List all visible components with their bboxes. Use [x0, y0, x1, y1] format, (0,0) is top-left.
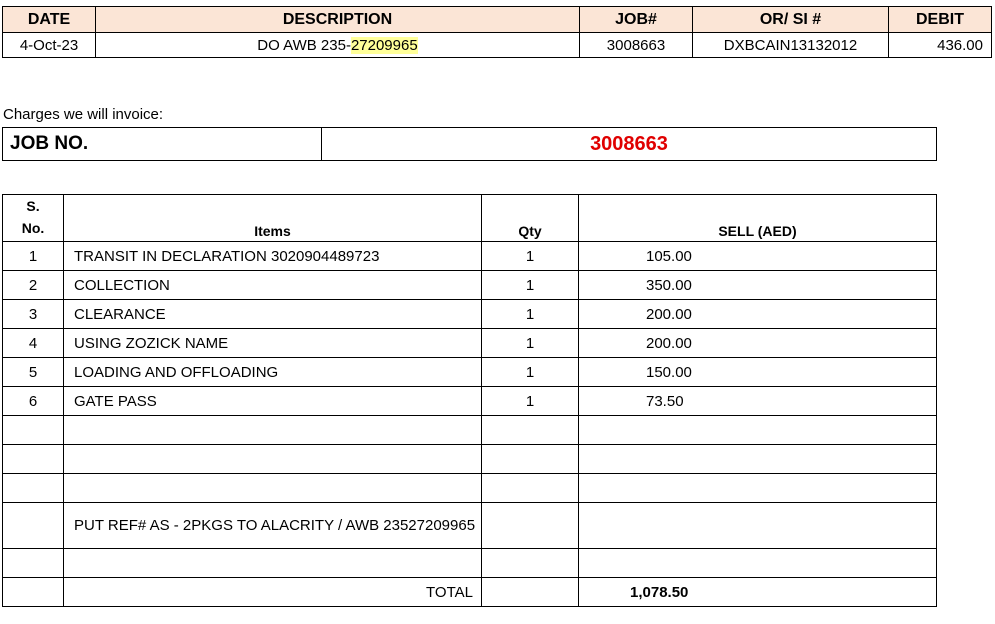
row-sell: 105.00 [579, 242, 937, 271]
charges-note: Charges we will invoice: [3, 106, 164, 123]
row-sell: 350.00 [579, 271, 937, 300]
header-job: JOB# [580, 7, 693, 33]
table-row-empty [3, 474, 937, 503]
header-sno [3, 195, 64, 242]
reference-note: PUT REF# AS - 2PKGS TO ALACRITY / AWB 23527209965 [64, 503, 482, 549]
row-item: TRANSIT IN DECLARATION 3020904489723 [64, 242, 482, 271]
header-sell: SELL (AED) [579, 195, 937, 242]
description-prefix: DO AWB 235- [257, 36, 351, 54]
total-label: TOTAL [64, 578, 482, 607]
table-row [3, 242, 937, 271]
header-items: Items [64, 195, 482, 242]
job-number-value: 3008663 [322, 128, 937, 161]
row-sno: 3 [3, 300, 64, 329]
row-item: GATE PASS [64, 387, 482, 416]
row-sell: 73.50 [579, 387, 937, 416]
transaction-header-row [3, 7, 992, 33]
row-qty: 1 [482, 242, 579, 271]
transaction-table [2, 6, 992, 58]
row-sell: 200.00 [579, 329, 937, 358]
row-sell: 200.00 [579, 300, 937, 329]
table-row [3, 387, 937, 416]
row-qty: 1 [482, 329, 579, 358]
job-number-box [2, 127, 937, 161]
header-sno-line2: No. [21, 220, 45, 236]
note-row [3, 503, 937, 549]
header-qty: Qty [482, 195, 579, 242]
table-row [3, 271, 937, 300]
row-item: CLEARANCE [64, 300, 482, 329]
row-qty: 1 [482, 358, 579, 387]
table-row [3, 300, 937, 329]
header-or-si: OR/ SI # [693, 7, 889, 33]
header-date: DATE [3, 7, 96, 33]
items-table [2, 194, 937, 607]
cell-description [96, 33, 580, 58]
row-qty: 1 [482, 387, 579, 416]
header-sno-line1: S. [26, 198, 40, 214]
row-sno: 5 [3, 358, 64, 387]
table-row [3, 329, 937, 358]
row-item: USING ZOZICK NAME [64, 329, 482, 358]
row-sno: 6 [3, 387, 64, 416]
cell-job: 3008663 [580, 33, 693, 58]
row-sno: 2 [3, 271, 64, 300]
cell-debit: 436.00 [889, 33, 992, 58]
job-number-label: JOB NO. [3, 128, 322, 161]
items-header-row [3, 195, 937, 242]
cell-date: 4-Oct-23 [3, 33, 96, 58]
total-row [3, 578, 937, 607]
row-sell: 150.00 [579, 358, 937, 387]
row-qty: 1 [482, 271, 579, 300]
cell-or-si: DXBCAIN13132012 [693, 33, 889, 58]
transaction-row [3, 33, 992, 58]
row-item: LOADING AND OFFLOADING [64, 358, 482, 387]
row-sno: 4 [3, 329, 64, 358]
row-item: COLLECTION [64, 271, 482, 300]
total-value: 1,078.50 [579, 578, 937, 607]
row-sno: 1 [3, 242, 64, 271]
table-row-empty [3, 416, 937, 445]
table-row-empty [3, 445, 937, 474]
table-row [3, 358, 937, 387]
description-highlight: 27209965 [350, 36, 418, 54]
header-debit: DEBIT [889, 7, 992, 33]
header-description: DESCRIPTION [96, 7, 580, 33]
row-qty: 1 [482, 300, 579, 329]
table-row-empty [3, 549, 937, 578]
